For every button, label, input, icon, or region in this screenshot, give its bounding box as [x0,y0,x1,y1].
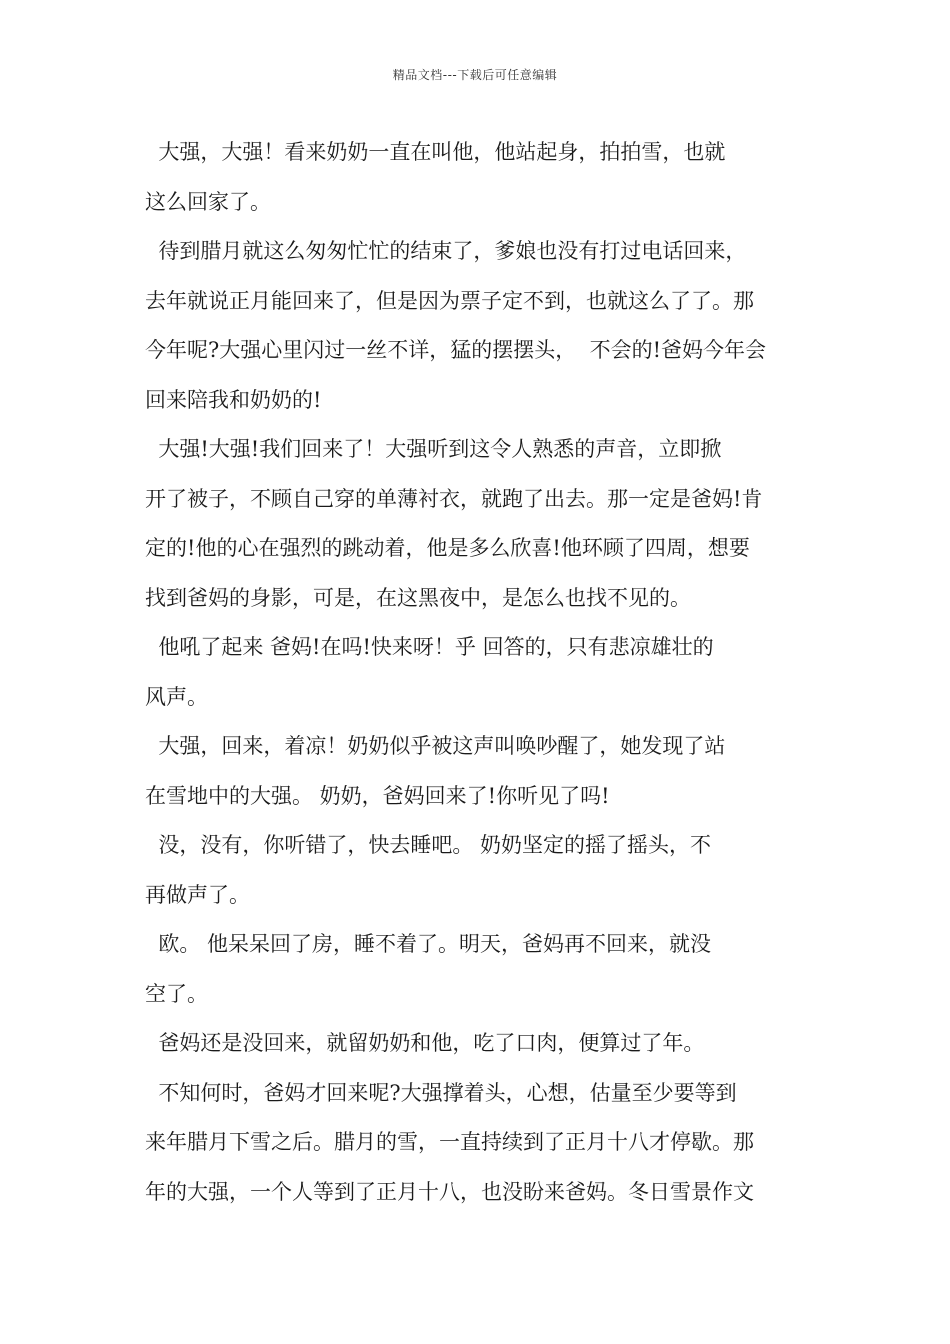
text-line: 空了。 [145,981,208,1006]
text-line: 没，没有，你听错了，快去睡吧。 奶奶坚定的摇了摇头，不 [145,833,712,857]
text-line: 定的!他的心在强烈的跳动着，他是多么欣喜!他环顾了四周，想要 [145,536,750,560]
text-line: 找到爸妈的身影，可是，在这黑夜中，是怎么也找不见的。 [145,585,691,610]
text-line: 在雪地中的大强。 奶奶，爸妈回来了!你听见了吗! [145,783,610,808]
text-line: 再做声了。 [145,882,250,907]
document-body [145,128,810,1217]
text-line: 大强，大强！看来奶奶一直在叫他，他站起身，拍拍雪，也就 [145,140,726,164]
page-header: 精品文档---下载后可任意编辑 [392,68,558,82]
text-line: 来年腊月下雪之后。腊月的雪，一直持续到了正月十八才停歇。那 [145,1130,754,1154]
text-line: 他吼了起来 爸妈!在吗!快来呀！乎 回答的，只有悲凉雄壮的 [145,635,714,659]
text-line: 爸妈还是没回来，就留奶奶和他，吃了口肉，便算过了年。 [145,1031,705,1055]
text-line: 待到腊月就这么匆匆忙忙的结束了，爹娘也没有打过电话回来， [145,239,747,263]
text-line: 这么回家了。 [145,189,271,214]
text-line: 不知何时，爸妈才回来呢?大强撑着头，心想，估量至少要等到 [145,1080,737,1105]
text-line: 风声。 [145,684,208,709]
text-line: 开了被子，不顾自己穿的单薄衬衣，就跑了出去。那一定是爸妈!肯 [145,486,763,511]
text-line: 欧。 他呆呆回了房，睡不着了。明天，爸妈再不回来，就没 [145,932,712,956]
text-line: 大强!大强!我们回来了！大强听到这令人熟悉的声音，立即掀 [145,437,722,461]
text-line: 大强，回来，着凉！奶奶似乎被这声叫唤吵醒了，她发现了站 [145,734,726,758]
text-line: 去年就说正月能回来了，但是因为票子定不到，也就这么了了。那 [145,288,754,313]
text-line: 年的大强，一个人等到了正月十八，也没盼来爸妈。冬日雪景作文 [145,1179,754,1204]
text-line: 今年呢?大强心里闪过一丝不详，猛的摆摆头， 不会的!爸妈今年会 [145,338,767,362]
text-line: 回来陪我和奶奶的! [145,387,322,412]
